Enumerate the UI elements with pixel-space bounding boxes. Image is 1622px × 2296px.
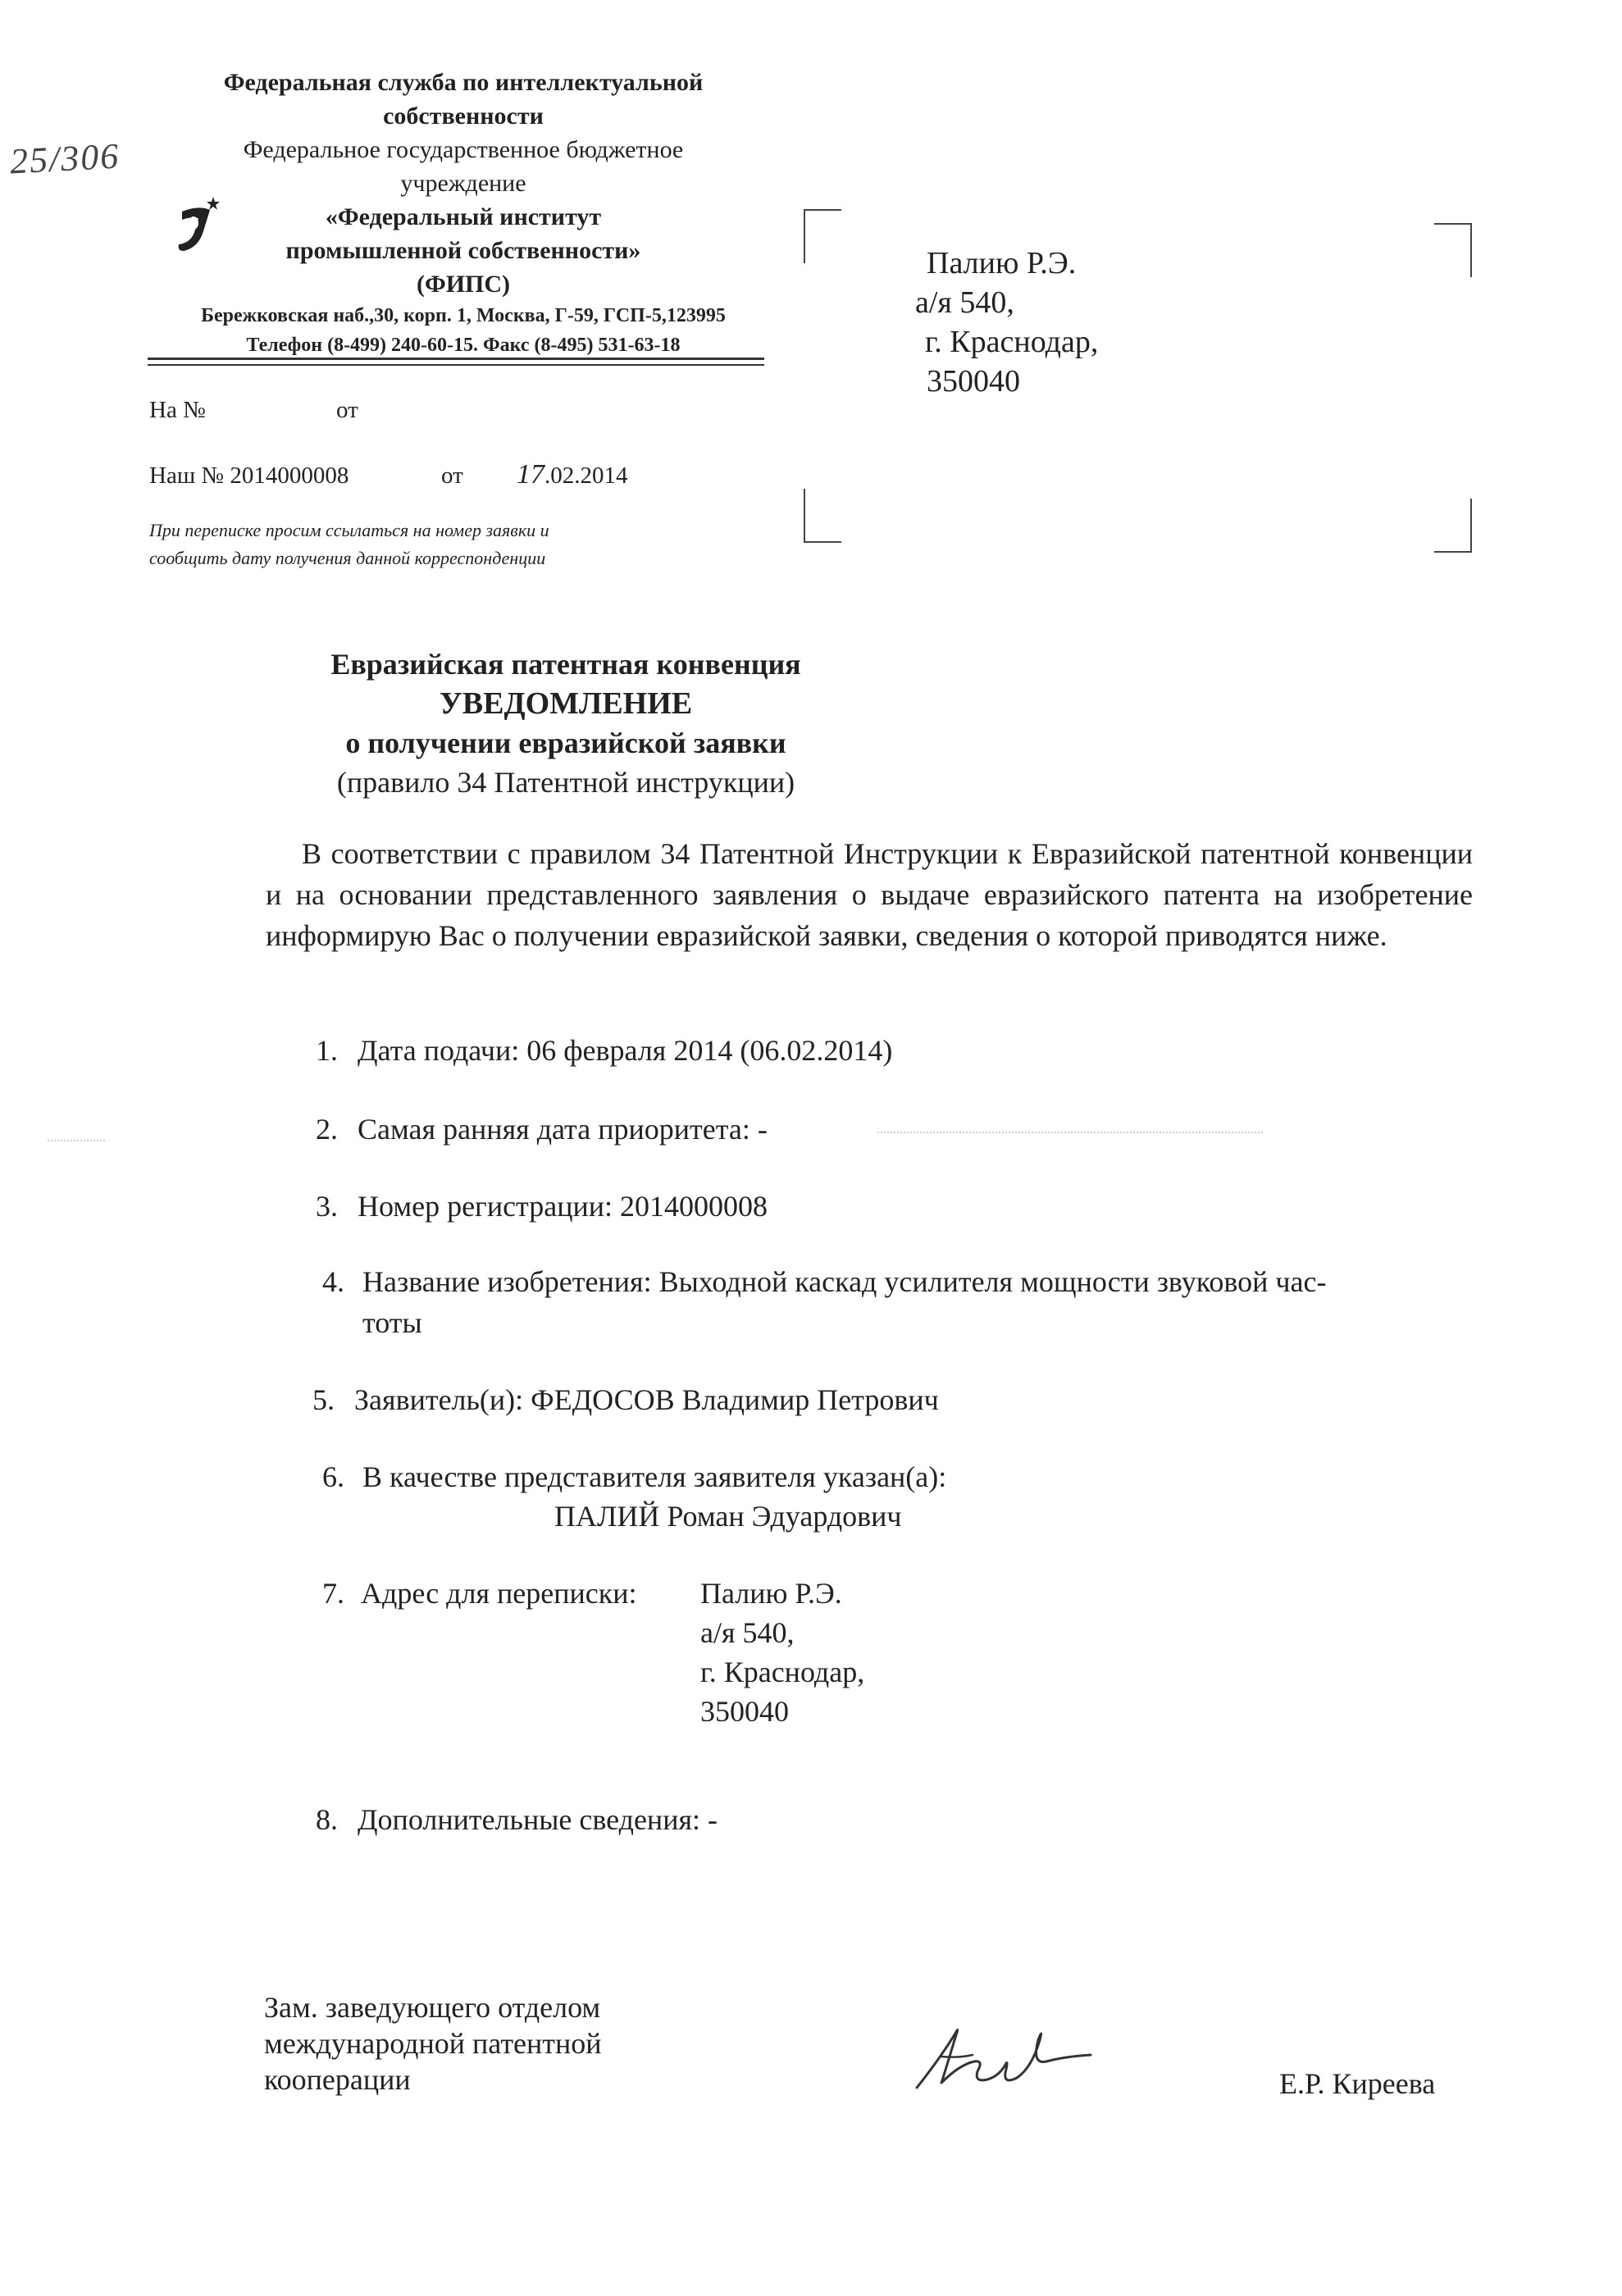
list-item — [300, 1456, 1473, 1538]
letterhead — [148, 66, 779, 360]
our-ref-date-handwritten-day: 17 — [517, 459, 544, 490]
list-item-text: Заявитель(и): ФЕДОСОВ Владимир Петрович — [354, 1383, 939, 1416]
addressee-city: г. Краснодар, — [925, 325, 1099, 359]
correspondence-note-line-1: При переписке просим ссылаться на номер заявки и — [149, 520, 549, 540]
letterhead-line-3: Федеральное государственное бюджетное — [243, 136, 684, 163]
document-title — [246, 645, 886, 802]
address-frame-corner — [1434, 223, 1472, 277]
address-frame-corner — [804, 489, 841, 543]
correspondence-address-postcode: 350040 — [700, 1695, 789, 1728]
letterhead-line-4: учреждение — [400, 170, 526, 197]
correspondence-note-line-2: сообщить дату получения данной корреспонденции — [149, 548, 546, 568]
list-item-number: 1. — [316, 1034, 338, 1067]
list-item-text: В качестве представителя заявителя указан(а): — [362, 1460, 947, 1493]
list-item-number: 7. — [322, 1577, 344, 1610]
list-item-text: Адрес для переписки: — [361, 1577, 637, 1610]
title-subject: о получении евразийской заявки — [345, 727, 786, 759]
list-item-text-continuation: тоты — [362, 1306, 422, 1339]
your-ref-date-label: от — [336, 397, 358, 423]
title-convention: Евразийская патентная конвенция — [330, 648, 801, 681]
list-item-number: 8. — [316, 1803, 338, 1836]
letterhead-line-6: промышленной собственности» — [285, 237, 641, 264]
list-item-text: Номер регистрации: 2014000008 — [358, 1190, 768, 1223]
letterhead-phone: Телефон (8-499) 240-60-15. Факс (8-495) 531-63-18 — [246, 335, 681, 356]
signatory-name: Е.Р. Киреева — [1279, 2067, 1436, 2100]
our-ref-date-rest: .02.2014 — [544, 462, 628, 489]
signatory-position-line-2: международной патентной — [264, 2027, 602, 2060]
list-item-number: 6. — [322, 1460, 344, 1493]
list-item-text: Дополнительные сведения: - — [358, 1803, 718, 1836]
title-rule: (правило 34 Патентной инструкции) — [336, 766, 795, 799]
list-item — [300, 1261, 1473, 1343]
addressee-block — [915, 244, 1099, 401]
list-item-number: 2. — [316, 1113, 338, 1146]
addressee-po-box: а/я 540, — [915, 285, 1014, 320]
your-ref-number-label: На № — [149, 397, 206, 423]
handwritten-signature — [909, 2007, 1097, 2098]
handwritten-registry-number: 25/306 — [8, 135, 121, 182]
letterhead-line-2: собственности — [383, 102, 544, 130]
address-frame-corner — [1434, 499, 1472, 553]
our-ref-date — [517, 459, 628, 490]
letterhead-line-1: Федеральная служба по интеллектуальной — [223, 69, 704, 96]
our-ref-date-label: от — [441, 462, 463, 489]
list-item-number: 3. — [316, 1190, 338, 1223]
letterhead-line-7: (ФИПС) — [416, 271, 511, 298]
letterhead-line-5: «Федеральный институт — [325, 203, 602, 230]
signatory-position — [264, 1989, 602, 2098]
our-ref-number: Наш № 2014000008 — [149, 462, 349, 489]
addressee-name: Палию Р.Э. — [927, 246, 1077, 280]
list-item-representative-name: ПАЛИЙ Роман Эдуардович — [554, 1500, 902, 1533]
list-item-text: Дата подачи: 06 февраля 2014 (06.02.2014) — [358, 1034, 893, 1067]
list-item-text: Название изобретения: Выходной каскад усилителя мощности звуковой час- — [362, 1265, 1327, 1298]
scan-artifact — [877, 1132, 1263, 1133]
body-paragraph: В соответствии с правилом 34 Патентной Инструкции к Евразийской патентной конвенции и на основании представленного заявления о выдаче евразийского патента на изобретение информирую Вас о получении евразийской заявки, сведения о которой приводятся ниже. — [266, 837, 1473, 952]
list-item — [300, 1573, 1473, 1737]
letterhead-divider — [148, 358, 764, 360]
list-item-number: 5. — [312, 1383, 335, 1416]
signatory-position-line-1: Зам. заведующего отделом — [264, 1991, 601, 2024]
list-item-number: 4. — [322, 1265, 344, 1298]
addressee-postcode: 350040 — [927, 364, 1020, 399]
correspondence-address-city: г. Краснодар, — [700, 1656, 865, 1688]
list-item-text: Самая ранняя дата приоритета: - — [358, 1113, 768, 1146]
address-frame-corner — [804, 209, 841, 263]
scan-artifact — [48, 1140, 105, 1141]
letterhead-divider-thin — [148, 364, 764, 366]
correspondence-address-po-box: а/я 540, — [700, 1616, 795, 1649]
letterhead-address: Бережковская наб.,30, корп. 1, Москва, Г-59, ГСП-5,123995 — [201, 305, 726, 326]
signatory-position-line-3: кооперации — [264, 2063, 411, 2096]
title-notice: УВЕДОМЛЕНИЕ — [439, 686, 693, 721]
fips-logo-icon — [174, 194, 221, 257]
correspondence-address-name: Палию Р.Э. — [700, 1577, 842, 1610]
